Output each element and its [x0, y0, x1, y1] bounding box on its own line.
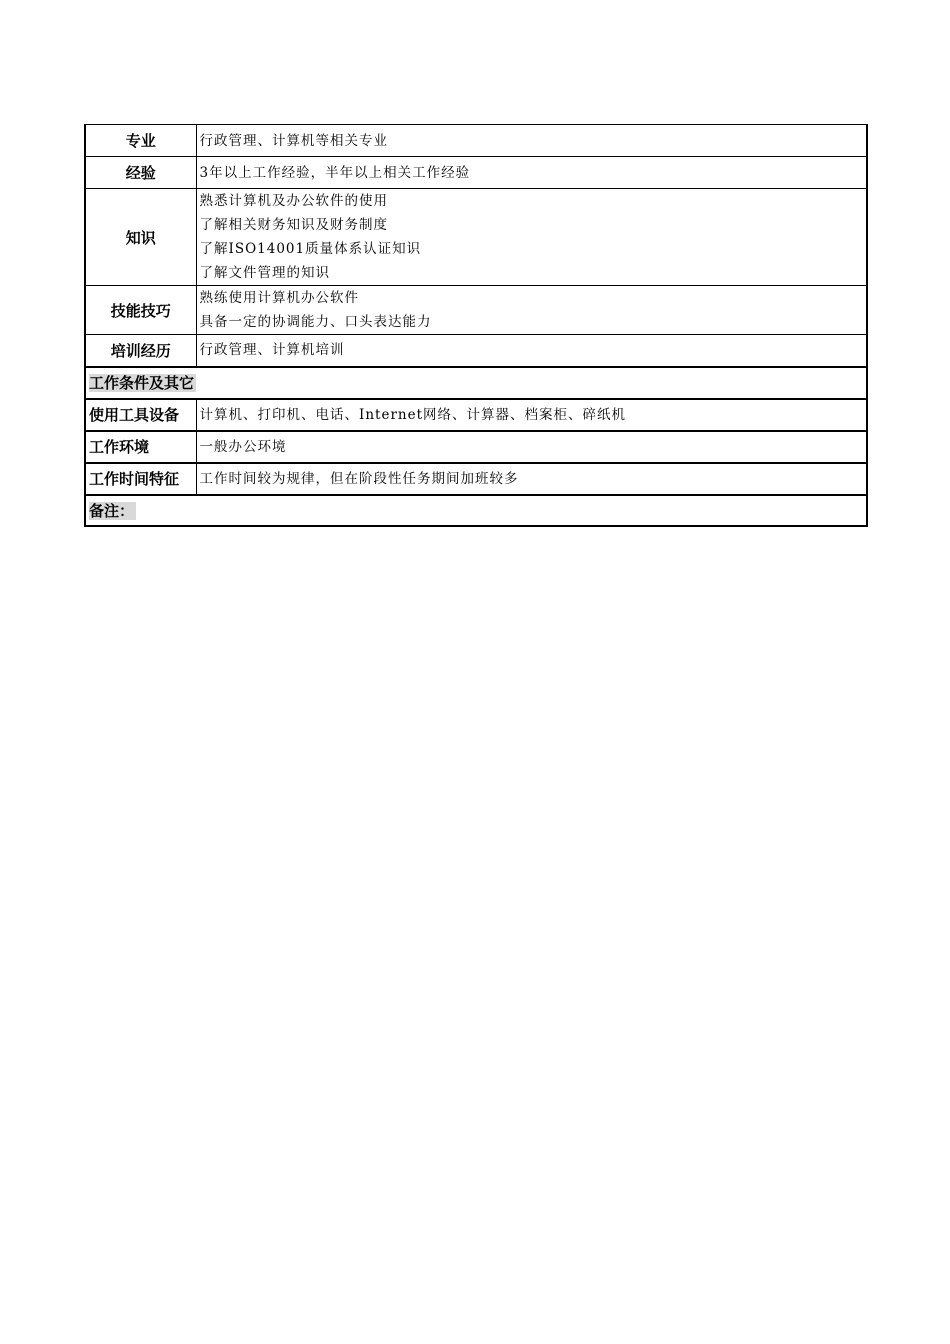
major-label: 专业	[85, 125, 196, 157]
row-skills	[85, 286, 867, 335]
tools-label: 使用工具设备	[85, 399, 196, 431]
training-label: 培训经历	[85, 335, 196, 367]
major-line-1: 行政管理、计算机等相关专业	[199, 132, 388, 149]
major-value	[196, 125, 867, 157]
row-remarks	[85, 495, 867, 526]
training-value	[196, 335, 867, 367]
row-experience	[85, 157, 867, 189]
experience-value	[196, 157, 867, 189]
skills-line-2: 具备一定的协调能力、口头表达能力	[199, 314, 432, 330]
tools-line: 计算机、打印机、电话、Internet网络、计算器、档案柜、碎纸机	[199, 406, 627, 423]
skills-line-1: 熟练使用计算机办公软件	[199, 290, 359, 306]
remarks-cell	[85, 495, 867, 526]
work-hours-label: 工作时间特征	[85, 463, 196, 495]
work-hours-line: 工作时间较为规律，但在阶段性任务期间加班较多	[199, 470, 519, 487]
environment-label: 工作环境	[85, 431, 196, 463]
skills-label: 技能技巧	[85, 286, 196, 335]
knowledge-line-1: 熟悉计算机及办公软件的使用	[199, 193, 388, 209]
section-header	[85, 367, 867, 399]
row-training	[85, 335, 867, 367]
row-major	[85, 125, 867, 157]
training-line-1: 行政管理、计算机培训	[199, 342, 345, 359]
knowledge-value	[196, 189, 867, 286]
experience-line-1: 3年以上工作经验，半年以上相关工作经验	[199, 164, 471, 181]
job-description-table	[84, 124, 868, 527]
knowledge-label: 知识	[85, 189, 196, 286]
row-environment	[85, 431, 867, 463]
tools-value	[196, 399, 867, 431]
row-knowledge	[85, 189, 867, 286]
environment-value	[196, 431, 867, 463]
knowledge-line-2: 了解相关财务知识及财务制度	[199, 217, 388, 233]
section-header-row	[85, 367, 867, 399]
skills-value	[196, 286, 867, 335]
knowledge-line-4: 了解文件管理的知识	[199, 265, 330, 281]
remarks-label: 备注：	[89, 501, 135, 520]
row-tools	[85, 399, 867, 431]
knowledge-line-3: 了解ISO14001质量体系认证知识	[199, 241, 422, 257]
row-work-hours	[85, 463, 867, 495]
environment-line: 一般办公环境	[199, 438, 287, 455]
section-title: 工作条件及其它	[89, 374, 195, 392]
work-hours-value	[196, 463, 867, 495]
experience-label: 经验	[85, 157, 196, 189]
